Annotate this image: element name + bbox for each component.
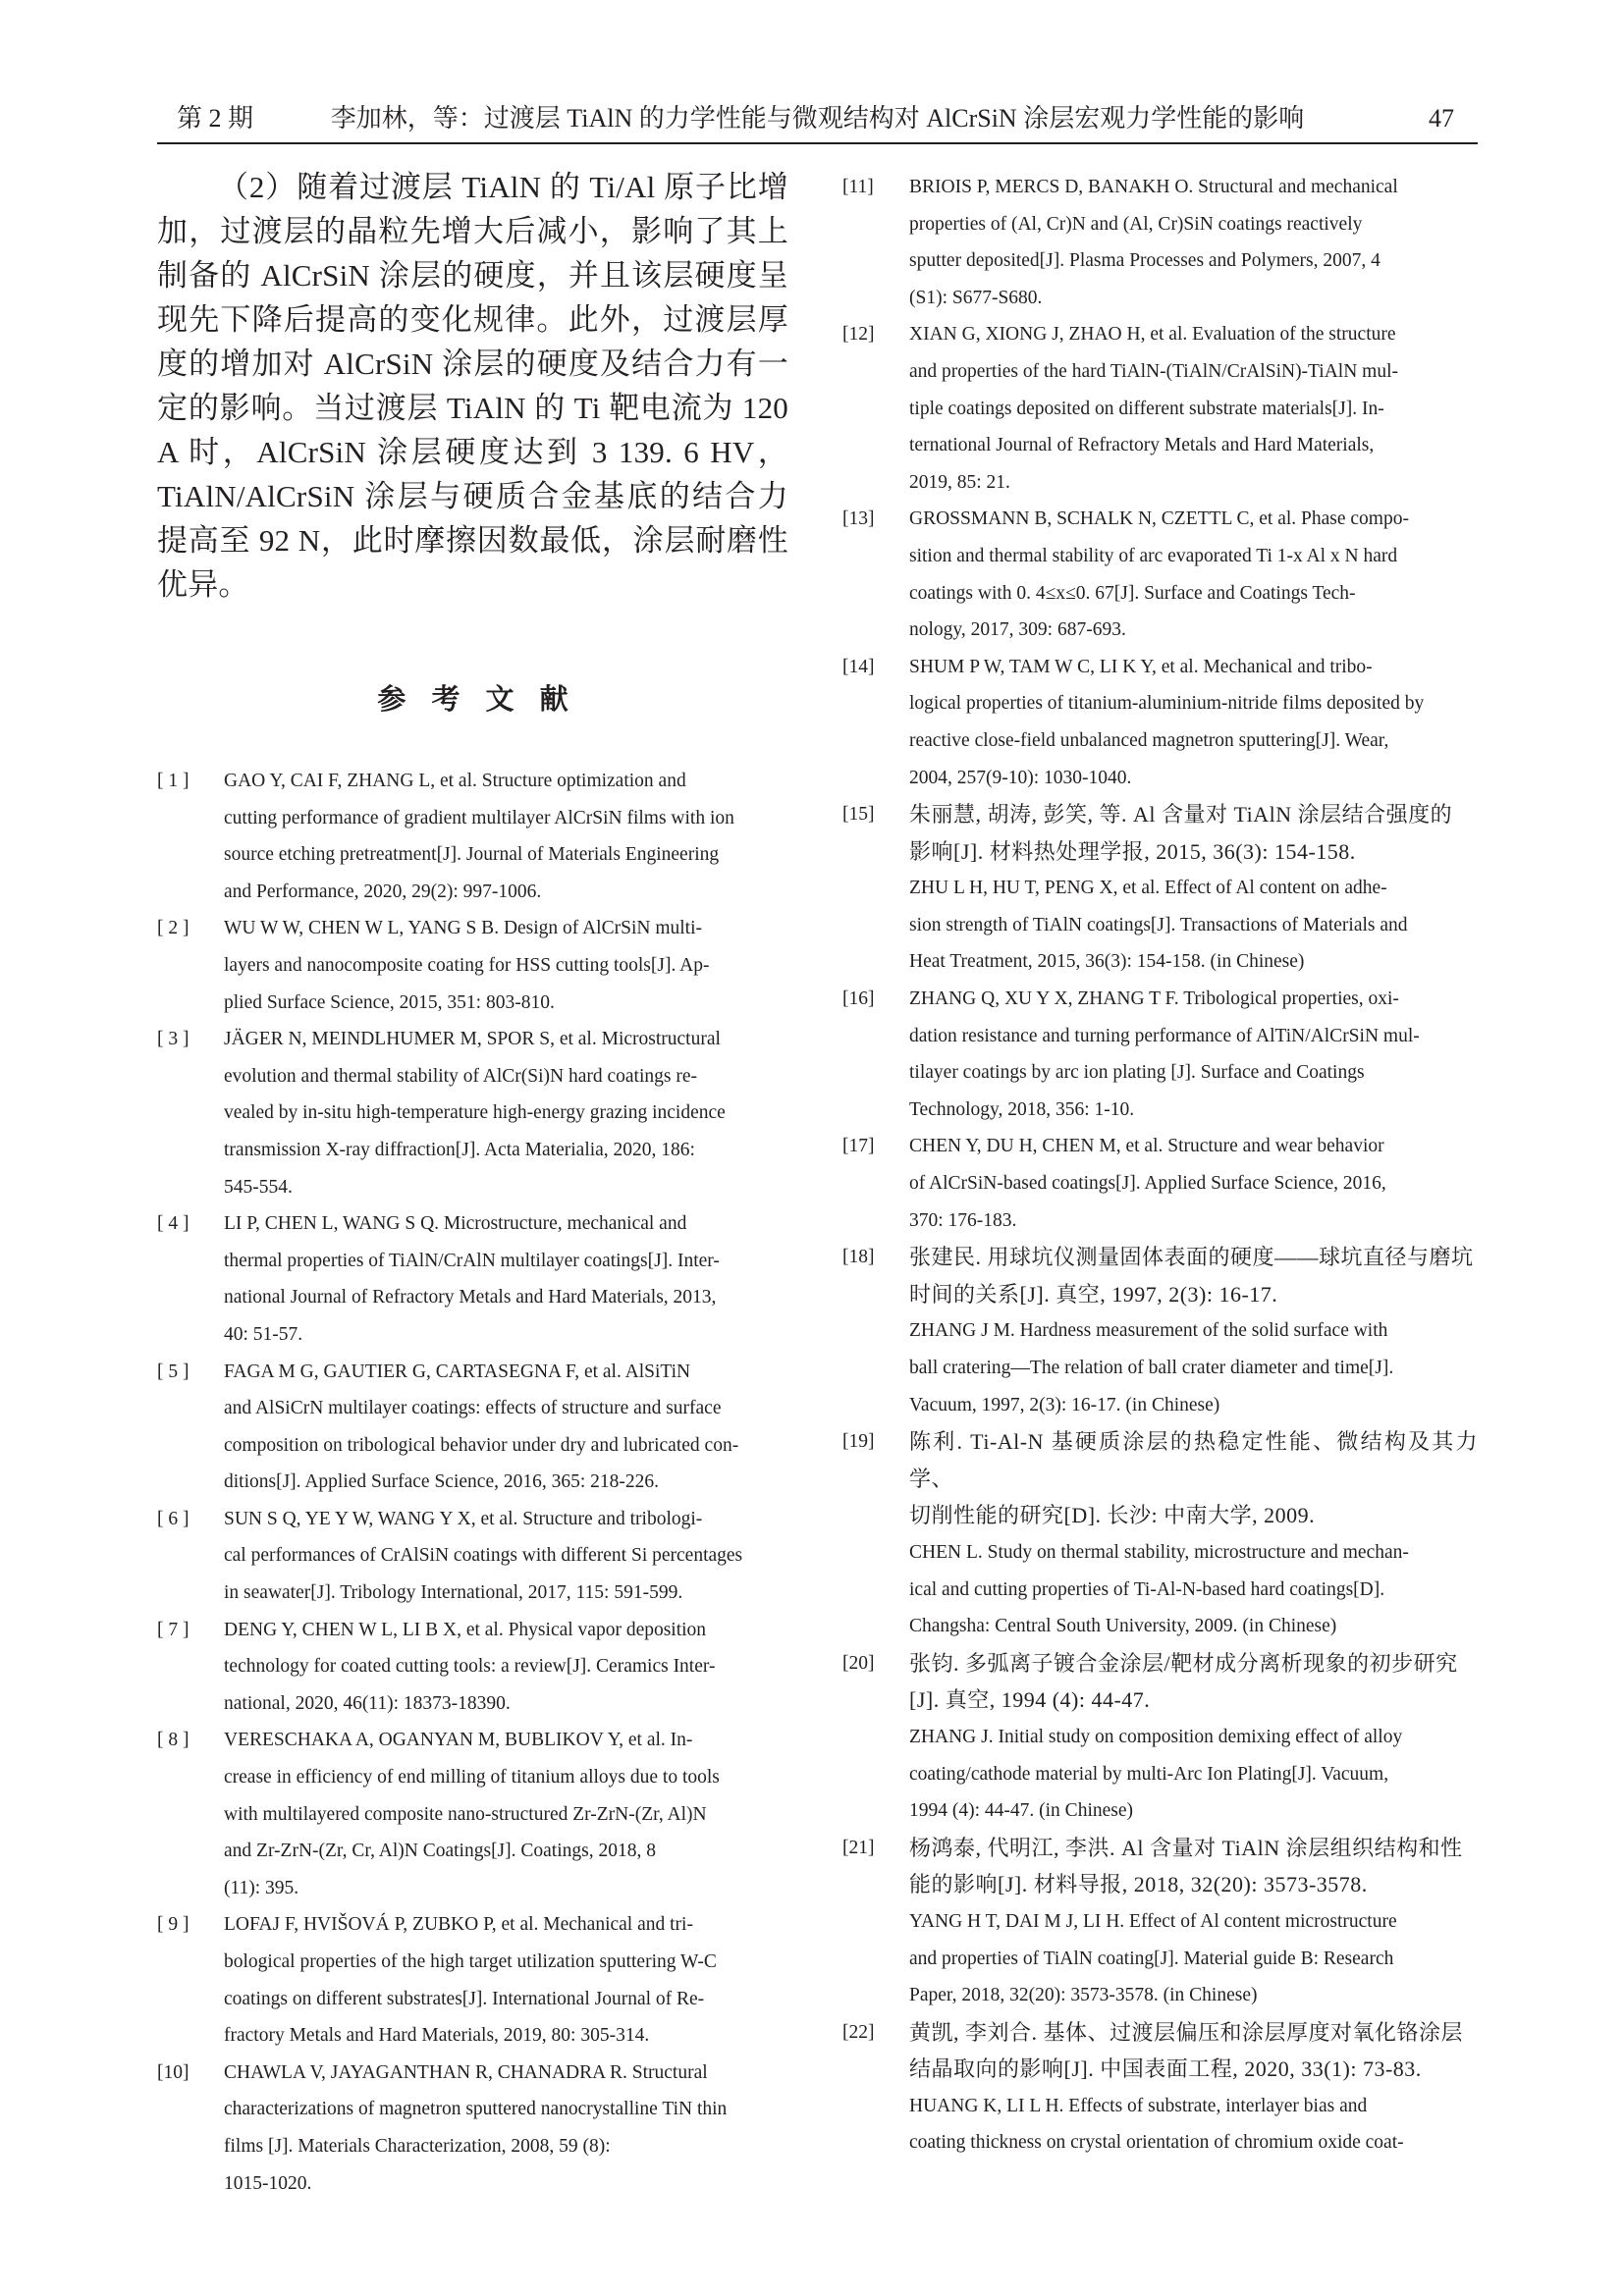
reference-line: WU W W, CHEN W L, YANG S B. Design of AlCrSiN multi-	[224, 918, 702, 939]
reference-line: CHEN Y, DU H, CHEN M, et al. Structure and wear behavior	[909, 1136, 1384, 1157]
reference-number: [19]	[842, 1431, 875, 1453]
reference-number: [ 9 ]	[157, 1914, 189, 1936]
reference-item	[842, 316, 1478, 501]
reference-line: Changsha: Central South University, 2009. (in Chinese)	[909, 1616, 1337, 1637]
reference-line: 2004, 257(9-10): 1030-1040.	[909, 767, 1132, 788]
reference-item	[157, 1612, 788, 1723]
reference-item	[842, 1239, 1478, 1423]
reference-item	[842, 169, 1478, 316]
reference-line: 545-554.	[224, 1176, 293, 1198]
reference-number: [12]	[842, 324, 875, 346]
reference-line: sition and thermal stability of arc evaporated Ti 1-x Al x N hard	[909, 545, 1398, 566]
reference-number: [11]	[842, 177, 874, 197]
reference-number: [ 4 ]	[157, 1213, 189, 1235]
reference-line: Technology, 2018, 356: 1-10.	[909, 1098, 1135, 1120]
reference-line: ternational Journal of Refractory Metals and Hard Materials,	[909, 435, 1375, 456]
reference-line: of AlCrSiN-based coatings[J]. Applied Surface Science, 2016,	[909, 1173, 1386, 1195]
reference-item	[157, 1205, 788, 1353]
reference-item	[842, 1830, 1478, 2014]
reference-line: [J]. 真空, 1994 (4): 44-47.	[909, 1687, 1151, 1713]
reference-item	[157, 1722, 788, 1906]
reference-item	[157, 1021, 788, 1205]
reference-line: coating thickness on crystal orientation of chromium oxide coat-	[909, 2132, 1404, 2154]
reference-line: CHEN L. Study on thermal stability, microstructure and mechan-	[909, 1541, 1409, 1563]
reference-item	[157, 1354, 788, 1501]
reference-number: [ 5 ]	[157, 1361, 189, 1382]
reference-number: [10]	[157, 2061, 189, 2083]
reference-item	[842, 981, 1478, 1128]
references-heading: 参考文献	[377, 682, 594, 716]
reference-line: dation resistance and turning performance of AlTiN/AlCrSiN mul-	[909, 1025, 1420, 1046]
reference-line: composition on tribological behavior under dry and lubricated con-	[224, 1434, 739, 1456]
left-column	[157, 165, 788, 2202]
right-column	[842, 169, 1478, 2162]
reference-line: LI P, CHEN L, WANG S Q. Microstructure, mechanical and	[224, 1213, 687, 1235]
reference-number: [20]	[842, 1652, 875, 1674]
reference-line: ditions[J]. Applied Surface Science, 2016, 365: 218-226.	[224, 1471, 660, 1493]
reference-line: SUN S Q, YE Y W, WANG Y X, et al. Structure and tribologi-	[224, 1508, 703, 1529]
reference-line: national, 2020, 46(11): 18373-18390.	[224, 1692, 511, 1714]
reference-item	[842, 2014, 1478, 2162]
reference-line: bological properties of the high target utilization sputtering W-C	[224, 1951, 717, 1972]
reference-number: [ 3 ]	[157, 1029, 189, 1050]
reference-line: sputter deposited[J]. Plasma Processes and Polymers, 2007, 4	[909, 250, 1380, 272]
reference-line: ball cratering—The relation of ball crater diameter and time[J].	[909, 1358, 1394, 1378]
reference-item	[842, 1128, 1478, 1239]
reference-item	[157, 1501, 788, 1612]
reference-line: plied Surface Science, 2015, 351: 803-810.	[224, 991, 555, 1013]
reference-line: 时间的关系[J]. 真空, 1997, 2(3): 16-17.	[909, 1281, 1278, 1307]
reference-line: 张建民. 用球坑仪测量固体表面的硬度——球坑直径与磨坑	[909, 1245, 1474, 1270]
reference-line: technology for coated cutting tools: a review[J]. Ceramics Inter-	[224, 1656, 716, 1678]
conclusion-paragraph: （2）随着过渡层 TiAlN 的 Ti/Al 原子比增加，过渡层的晶粒先增大后减小，影响了其上制备的 AlCrSiN 涂层的硬度，并且该层硬度呈现先下降后提高的变化规律。此外，过渡层厚度的增加对 AlCrSiN 涂层的硬度及结合力有一定的影响。当过渡层 TiAlN 的 Ti 靶电流为 120 A 时，AlCrSiN 涂层硬度达到 3 139. 6 HV，TiAlN/AlCrSiN 涂层与硬质合金基底的结合力提高至 92 N，此时摩擦因数最低，涂层耐磨性优异。	[157, 170, 788, 602]
reference-line: CHAWLA V, JAYAGANTHAN R, CHANADRA R. Structural	[224, 2061, 708, 2083]
reference-line: source etching pretreatment[J]. Journal of Materials Engineering	[224, 844, 720, 866]
reference-line: and properties of the hard TiAlN-(TiAlN/CrAlSiN)-TiAlN mul-	[909, 360, 1398, 382]
reference-line: reactive close-field unbalanced magnetron sputtering[J]. Wear,	[909, 729, 1389, 751]
reference-line: with multilayered composite nano-structured Zr-ZrN-(Zr, Al)N	[224, 1803, 707, 1825]
reference-line: properties of (Al, Cr)N and (Al, Cr)SiN coatings reactively	[909, 213, 1363, 235]
reference-list-right	[842, 169, 1478, 2162]
reference-line: coating/cathode material by multi-Arc Ion Plating[J]. Vacuum,	[909, 1763, 1389, 1785]
reference-line: ZHANG J. Initial study on composition demixing effect of alloy	[909, 1726, 1403, 1747]
reference-line: Heat Treatment, 2015, 36(3): 154-158. (in Chinese)	[909, 951, 1305, 973]
reference-line: VERESCHAKA A, OGANYAN M, BUBLIKOV Y, et al. In-	[224, 1730, 693, 1751]
reference-number: [16]	[842, 988, 875, 1010]
reference-line: 杨鸿泰, 代明江, 李洪. Al 含量对 TiAlN 涂层组织结构和性	[909, 1835, 1463, 1860]
reference-line: characterizations of magnetron sputtered nanocrystalline TiN thin	[224, 2099, 728, 2120]
reference-line: FAGA M G, GAUTIER G, CARTASEGNA F, et al. AlSiTiN	[224, 1361, 691, 1382]
reference-line: coatings on different substrates[J]. International Journal of Re-	[224, 1988, 705, 2009]
reference-item	[842, 1423, 1478, 1645]
reference-item	[157, 1906, 788, 2054]
reference-line: 370: 176-183.	[909, 1209, 1017, 1231]
reference-number: [ 2 ]	[157, 918, 189, 939]
reference-line: 40: 51-57.	[224, 1323, 303, 1345]
running-title: 李加林，等：过渡层 TiAlN 的力学性能与微观结构对 AlCrSiN 涂层宏观力学性能的影响	[330, 104, 1305, 133]
reference-line: 切削性能的研究[D]. 长沙: 中南大学, 2009.	[909, 1503, 1316, 1528]
reference-line: 朱丽慧, 胡涛, 彭笑, 等. Al 含量对 TiAlN 涂层结合强度的	[909, 802, 1453, 828]
issue-number: 第 2 期	[177, 104, 254, 133]
reference-line: layers and nanocomposite coating for HSS cutting tools[J]. Ap-	[224, 954, 710, 976]
reference-line: GROSSMANN B, SCHALK N, CZETTL C, et al. Phase compo-	[909, 508, 1409, 530]
reference-number: [14]	[842, 656, 875, 677]
reference-line: ZHU L H, HU T, PENG X, et al. Effect of Al content on adhe-	[909, 878, 1387, 899]
reference-item	[157, 763, 788, 910]
reference-line: transmission X-ray diffraction[J]. Acta Materialia, 2020, 186:	[224, 1139, 695, 1160]
reference-line: LOFAJ F, HVIŠOVÁ P, ZUBKO P, et al. Mechanical and tri-	[224, 1914, 693, 1936]
reference-line: ZHANG J M. Hardness measurement of the solid surface with	[909, 1320, 1388, 1342]
reference-line: GAO Y, CAI F, ZHANG L, et al. Structure optimization and	[224, 771, 686, 791]
reference-item	[157, 2055, 788, 2202]
reference-line: crease in efficiency of end milling of titanium alloys due to tools	[224, 1767, 720, 1789]
running-header	[157, 101, 1478, 136]
reference-line: 1015-1020.	[224, 2172, 312, 2194]
reference-line: fractory Metals and Hard Materials, 2019, 80: 305-314.	[224, 2025, 650, 2047]
reference-line: 黄凯, 李刘合. 基体、过渡层偏压和涂层厚度对氧化铬涂层	[909, 2019, 1464, 2045]
reference-line: ZHANG Q, XU Y X, ZHANG T F. Tribological properties, oxi-	[909, 988, 1399, 1010]
reference-line: coatings with 0. 4≤x≤0. 67[J]. Surface and Coatings Tech-	[909, 582, 1356, 604]
reference-number: [18]	[842, 1247, 875, 1268]
reference-line: nology, 2017, 309: 687-693.	[909, 619, 1126, 641]
reference-line: vealed by in-situ high-temperature high-energy grazing incidence	[224, 1102, 726, 1124]
reference-line: DENG Y, CHEN W L, LI B X, et al. Physical vapor deposition	[224, 1619, 707, 1640]
reference-line: 陈利. Ti-Al-N 基硬质涂层的热稳定性能、微结构及其力学、	[909, 1429, 1478, 1491]
reference-number: [22]	[842, 2021, 875, 2043]
reference-line: cal performances of CrAlSiN coatings with different Si percentages	[224, 1545, 743, 1567]
reference-line: logical properties of titanium-aluminium-nitride films deposited by	[909, 693, 1425, 715]
reference-line: films [J]. Materials Characterization, 2008, 59 (8):	[224, 2135, 611, 2157]
reference-line: cutting performance of gradient multilayer AlCrSiN films with ion	[224, 807, 734, 828]
page-number: 47	[1429, 104, 1454, 133]
reference-number: [ 7 ]	[157, 1619, 189, 1640]
reference-line: 能的影响[J]. 材料导报, 2018, 32(20): 3573-3578.	[909, 1872, 1368, 1897]
reference-number: [ 8 ]	[157, 1730, 189, 1751]
reference-list-left	[157, 763, 788, 2202]
reference-line: in seawater[J]. Tribology International, 2017, 115: 591-599.	[224, 1582, 683, 1604]
reference-number: [21]	[842, 1837, 875, 1858]
reference-number: [15]	[842, 804, 875, 826]
reference-line: 张钧. 多弧离子镀合金涂层/靶材成分离析现象的初步研究	[909, 1650, 1458, 1676]
reference-line: and Zr-ZrN-(Zr, Cr, Al)N Coatings[J]. Coatings, 2018, 8	[224, 1841, 656, 1862]
reference-line: 结晶取向的影响[J]. 中国表面工程, 2020, 33(1): 73-83.	[909, 2056, 1422, 2082]
reference-line: national Journal of Refractory Metals and Hard Materials, 2013,	[224, 1287, 717, 1308]
reference-line: XIAN G, XIONG J, ZHAO H, et al. Evaluation of the structure	[909, 324, 1396, 346]
reference-item	[842, 649, 1478, 796]
reference-line: 2019, 85: 21.	[909, 471, 1010, 493]
reference-line: YANG H T, DAI M J, LI H. Effect of Al content microstructure	[909, 1910, 1397, 1932]
reference-line: (11): 395.	[224, 1877, 299, 1898]
reference-line: sion strength of TiAlN coatings[J]. Transactions of Materials and	[909, 914, 1408, 935]
reference-line: ical and cutting properties of Ti-Al-N-based hard coatings[D].	[909, 1578, 1385, 1600]
reference-number: [ 1 ]	[157, 771, 189, 791]
reference-line: 1994 (4): 44-47. (in Chinese)	[909, 1800, 1134, 1822]
reference-line: and properties of TiAlN coating[J]. Material guide B: Research	[909, 1948, 1394, 1969]
reference-line: and AlSiCrN multilayer coatings: effects of structure and surface	[224, 1398, 722, 1419]
reference-line: evolution and thermal stability of AlCr(Si)N hard coatings re-	[224, 1065, 697, 1087]
reference-item	[842, 796, 1478, 981]
reference-line: JÄGER N, MEINDLHUMER M, SPOR S, et al. Microstructural	[224, 1029, 721, 1050]
reference-line: Vacuum, 1997, 2(3): 16-17. (in Chinese)	[909, 1394, 1220, 1415]
reference-number: [17]	[842, 1136, 875, 1157]
reference-line: BRIOIS P, MERCS D, BANAKH O. Structural and mechanical	[909, 177, 1398, 197]
reference-line: Paper, 2018, 32(20): 3573-3578. (in Chinese)	[909, 1985, 1258, 2006]
reference-number: [ 6 ]	[157, 1508, 189, 1529]
reference-line: (S1): S677-S680.	[909, 287, 1043, 308]
reference-line: tilayer coatings by arc ion plating [J]. Surface and Coatings	[909, 1062, 1365, 1084]
reference-line: and Performance, 2020, 29(2): 997-1006.	[224, 881, 542, 902]
reference-line: 影响[J]. 材料热处理学报, 2015, 36(3): 154-158.	[909, 838, 1356, 864]
reference-line: SHUM P W, TAM W C, LI K Y, et al. Mechanical and tribo-	[909, 656, 1373, 677]
reference-line: thermal properties of TiAlN/CrAlN multilayer coatings[J]. Inter-	[224, 1250, 720, 1271]
reference-line: HUANG K, LI L H. Effects of substrate, interlayer bias and	[909, 2095, 1368, 2116]
reference-item	[842, 1645, 1478, 1830]
reference-line: tiple coatings deposited on different substrate materials[J]. In-	[909, 398, 1384, 419]
reference-item	[842, 501, 1478, 648]
header-rule	[157, 142, 1478, 144]
reference-number: [13]	[842, 508, 875, 530]
reference-item	[157, 910, 788, 1021]
